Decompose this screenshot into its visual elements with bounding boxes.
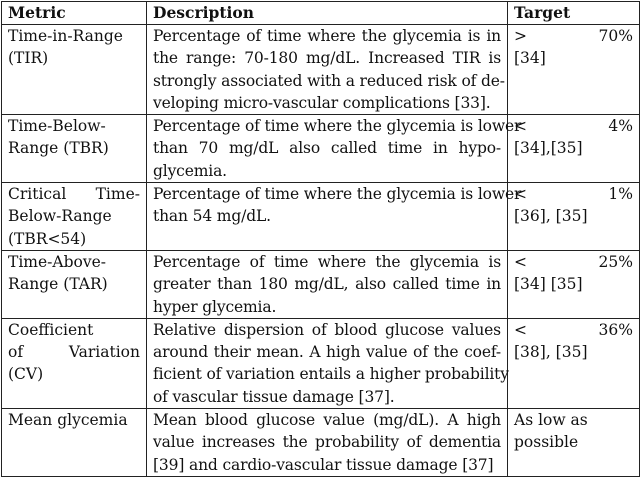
table-row [2, 250, 640, 318]
description-line: than 54 mg/dL. [153, 207, 271, 226]
description-line: greater than 180 mg/dL, also called time in [153, 275, 501, 294]
description-line: value increases the probability of dementia [153, 433, 501, 452]
target-line: [34] [35] [514, 275, 583, 294]
table-body [2, 25, 640, 477]
description-line: veloping micro-vascular complications [33]. [153, 93, 491, 112]
description-line: hyper glycemia. [153, 297, 277, 316]
table-row [2, 183, 640, 251]
target-cell [508, 115, 640, 183]
description-cell [147, 250, 508, 318]
description-line: than 70 mg/dL also called time in hypo- [153, 139, 501, 158]
metric-line: Coefficient [8, 320, 94, 339]
metric-line: Below-Range [8, 207, 112, 226]
description-line: ficient of variation entails a higher probability [153, 365, 509, 384]
description-cell [147, 318, 508, 408]
target-line: possible [514, 433, 579, 452]
metric-line: Mean glycemia [8, 411, 128, 430]
metric-line: Time-in-Range [8, 27, 123, 45]
target-cell [508, 183, 640, 251]
description-line: Percentage of time where the glycemia is in [153, 27, 501, 45]
description-line: Percentage of time where the glycemia is [153, 252, 501, 271]
metric-line: of Variation [8, 343, 140, 362]
description-line: around their mean. A high value of the coef- [153, 343, 501, 362]
target-line: [38], [35] [514, 343, 588, 362]
metric-cell [2, 409, 147, 477]
target-line: [34] [514, 49, 546, 68]
description-line: Relative dispersion of blood glucose values [153, 320, 501, 339]
description-cell [147, 183, 522, 251]
header-row [2, 2, 640, 25]
target-line: < 4% [514, 117, 633, 136]
metric-line: Time-Above- [8, 252, 107, 271]
target-line: < 25% [514, 252, 633, 271]
description-line: of vascular tissue damage [37]. [153, 387, 395, 406]
target-line: [34],[35] [514, 139, 583, 158]
target-line: As low as [514, 411, 588, 430]
metric-cell [2, 25, 147, 115]
description-cell [147, 409, 508, 477]
target-line: [36], [35] [514, 207, 588, 226]
metric-line: Critical Time- [8, 185, 140, 204]
table-row [2, 318, 640, 408]
description-cell [147, 25, 508, 115]
target-cell [508, 250, 640, 318]
metric-line: Range (TAR) [8, 275, 108, 294]
table-row [2, 409, 640, 477]
metric-cell [2, 250, 147, 318]
description-line: Percentage of time where the glycemia is lower [153, 117, 522, 136]
target-line: > 70% [514, 27, 633, 45]
description-line: Mean blood glucose value (mg/dL). A high [153, 411, 501, 430]
metric-cell [2, 115, 147, 183]
metric-line: Time-Below- [8, 117, 106, 136]
description-line: Percentage of time where the glycemia is lower [153, 185, 522, 204]
target-cell [508, 318, 640, 408]
description-line: [39] and cardio-vascular tissue damage [37] [153, 455, 494, 474]
header-target: Target [508, 2, 640, 25]
target-cell [508, 409, 640, 477]
description-line: glycemia. [153, 161, 227, 180]
description-line: the range: 70-180 mg/dL. Increased TIR is [153, 49, 501, 68]
metric-line: (TBR<54) [8, 229, 87, 248]
metric-line: (CV) [8, 365, 44, 384]
metric-line: (TIR) [8, 49, 49, 68]
metric-line: Range (TBR) [8, 139, 109, 158]
glycemic-metrics-table [1, 1, 640, 477]
header-metric: Metric [2, 2, 147, 25]
target-line: < 1% [514, 185, 633, 204]
table-row [2, 25, 640, 115]
target-cell [508, 25, 640, 115]
table-row [2, 115, 640, 183]
description-line: strongly associated with a reduced risk of de- [153, 71, 505, 90]
header-description: Description [147, 2, 508, 25]
metric-cell [2, 318, 147, 408]
description-cell [147, 115, 522, 183]
target-line: < 36% [514, 320, 633, 339]
metric-cell [2, 183, 147, 251]
